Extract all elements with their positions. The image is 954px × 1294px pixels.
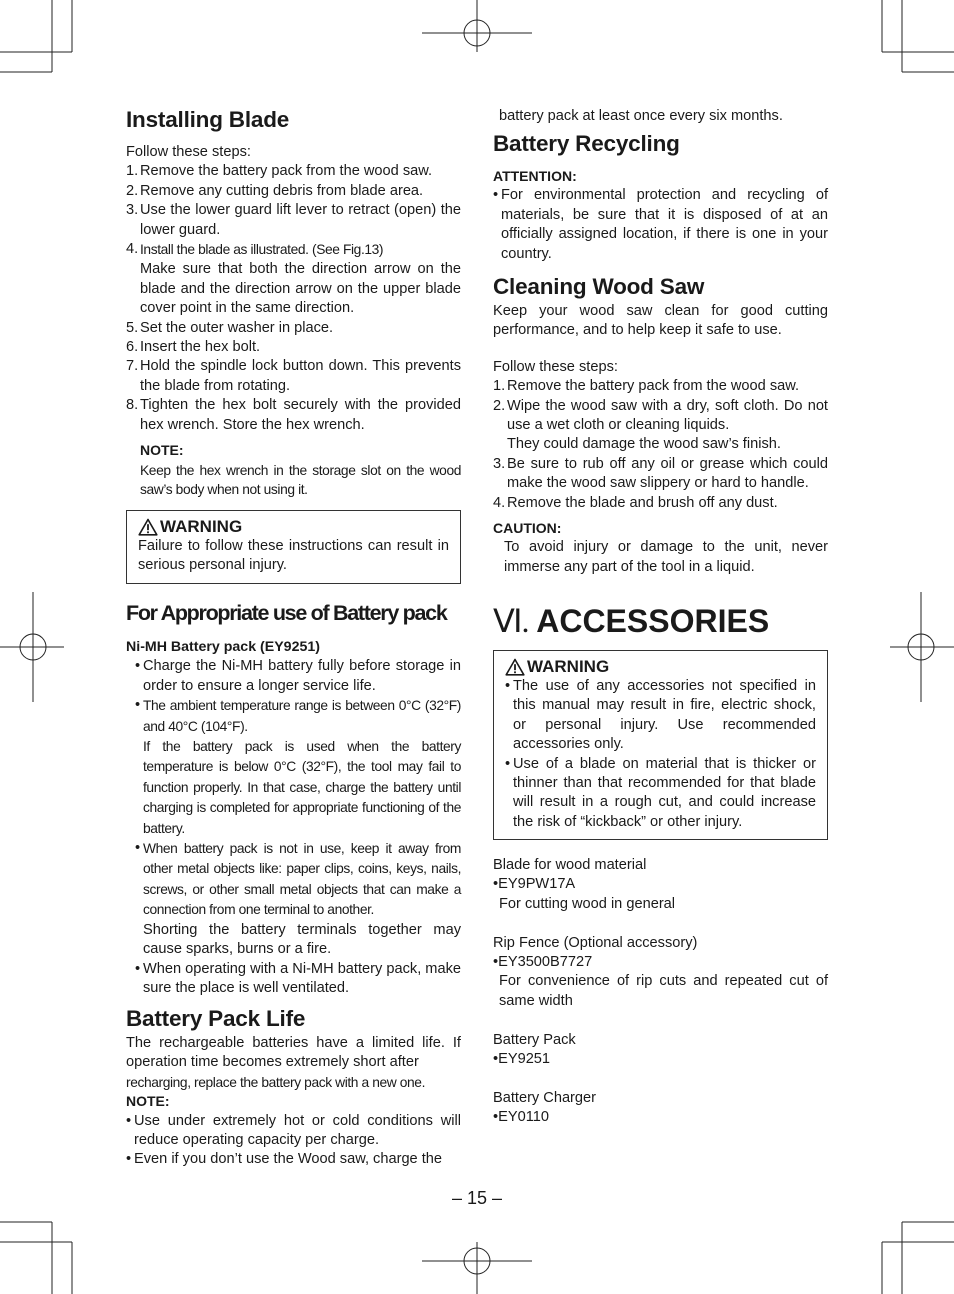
list-item: 2. Wipe the wood saw with a dry, soft cloth. Do not use a wet cloth or cleaning liquids. They could damage the wood saw’s finish. [493, 397, 828, 453]
attention-label: ATTENTION: [493, 168, 577, 184]
cleaning-heading: Cleaning Wood Saw [493, 274, 705, 299]
battery-life-bullets [126, 1112, 461, 1170]
page-number: – 15 – [451, 1188, 503, 1208]
list-item: 1. Remove the battery pack from the wood saw. [126, 163, 433, 180]
installing-blade-heading: Installing Blade [126, 107, 290, 132]
accessories-section [493, 603, 828, 639]
warning-text: Failure to follow these instructions can result in serious personal injury. [138, 538, 449, 574]
battery-recycling-section [493, 131, 828, 264]
list-item: • For environmental protection and recycling of materials, be sure that it is disposed of at an officially assigned location, if there is one in your country. [493, 187, 828, 262]
list-item: 3. Use the lower guard lift lever to retract (open) the lower guard. [126, 202, 461, 238]
battery-use-heading: For Appropriate use of Battery pack [126, 601, 447, 625]
installing-blade-section [126, 107, 461, 499]
list-item: 8. Tighten the hex bolt securely with the provided hex wrench. Store the hex wrench. [126, 397, 461, 433]
list-item: 5. Set the outer washer in place. [126, 319, 334, 336]
list-item: 4. Install the blade as illustrated. (See Fig.13) Make sure that both the direction arrow on the blade and the direction arrow on the upper blade cover point in the same direction. [126, 241, 461, 317]
list-item: 7. Hold the spindle lock button down. This prevents the blade from rotating. [126, 358, 461, 394]
battery-life-note-label: NOTE: [126, 1093, 170, 1110]
cleaning-steps [493, 377, 828, 513]
accessories-warning-box [493, 650, 828, 840]
battery-life-continued: battery pack at least once every six months. [499, 108, 783, 124]
installing-blade-note: NOTE: Keep the hex wrench in the storage slot on the wood saw’s body when not using it. [140, 442, 461, 497]
list-item: • Use under extremely hot or cold conditions will reduce operating capacity per charge. [126, 1112, 461, 1149]
warning-title: WARNING [138, 517, 449, 537]
list-item: • When operating with a Ni-MH battery pack, make sure the place is well ventilated. [135, 960, 461, 996]
accessories-list [493, 856, 828, 1128]
accessories-warning-bullets [505, 677, 816, 832]
battery-life-text-1: The rechargeable batteries have a limited life. If operation time becomes extremely short after [126, 1035, 461, 1071]
list-item: 2. Remove any cutting debris from blade area. [126, 182, 424, 199]
battery-use-section [126, 600, 461, 998]
accessory-item: Battery Charger •EY0110 [493, 1089, 597, 1126]
battery-recycling-heading: Battery Recycling [493, 131, 680, 156]
cleaning-section [493, 274, 828, 577]
accessory-item: Blade for wood material •EY9PW17A For cutting wood in general [493, 857, 676, 912]
accessory-item: Rip Fence (Optional accessory) •EY3500B7727 For convenience of rip cuts and repeated cut of same width [493, 934, 828, 1009]
list-item: • When battery pack is not in use, keep it away from other metal objects like: paper clips, coins, keys, nails, screws, or other small metal objects that can make a connection from one terminal to another. Shorting the battery terminals together may cause sparks, burns or a fire. [135, 840, 461, 958]
cleaning-steps-intro: Follow these steps: [493, 358, 618, 375]
cleaning-intro: Keep your wood saw clean for good cutting performance, and to help keep it safe to use. [493, 303, 828, 339]
installing-blade-intro: Follow these steps: [126, 144, 251, 160]
warning-triangle-icon [138, 518, 158, 536]
list-item: 6. Insert the hex bolt. [126, 339, 261, 356]
accessory-item: Battery Pack •EY9251 [493, 1031, 576, 1068]
caution-label: CAUTION: [493, 520, 562, 537]
accessories-heading: Ⅵ. ACCESSORIES [493, 603, 770, 639]
warning-box [126, 510, 461, 584]
list-item: 3. Be sure to rub off any oil or grease which could make the wood saw slippery or hard to handle. [493, 455, 828, 492]
list-item: • The ambient temperature range is between 0°C (32°F) and 40°C (104°F). If the battery pack is used when the battery temperature is below 0°C (32°F), the tool may fail to function properly. In that case, charge the battery until charging is completed for appropriate functioning of the battery. [135, 697, 461, 836]
list-item: • Even if you don’t use the Wood saw, charge the [126, 1151, 443, 1168]
warning-triangle-icon [505, 658, 525, 676]
recycling-bullets [493, 186, 828, 264]
list-item: • The use of any accessories not specified in this manual may result in fire, electric shock, or personal injury. Use recommended accessories only. [505, 678, 816, 753]
list-item: • Charge the Ni-MH battery fully before storage in order to ensure a longer service life. [135, 658, 461, 694]
installing-blade-steps [126, 162, 461, 435]
battery-life-section [126, 1006, 461, 1170]
accessories-warning-title: WARNING [505, 657, 816, 677]
battery-model-subtitle: Ni-MH Battery pack (EY9251) [126, 639, 320, 655]
battery-use-bullets [126, 657, 461, 998]
battery-life-heading: Battery Pack Life [126, 1006, 306, 1031]
caution-text: To avoid injury or damage to the unit, never immerse any part of the tool in a liquid. [504, 539, 828, 575]
list-item: 4. Remove the blade and brush off any dust. [493, 494, 778, 511]
battery-life-text-2: recharging, replace the battery pack with a new one. [126, 1074, 426, 1090]
list-item: • Use of a blade on material that is thicker or thinner than that recommended for that blade will result in a rough cut, and could increase the risk of “kickback” or other injury. [505, 755, 816, 830]
list-item: 1. Remove the battery pack from the wood saw. [493, 378, 800, 395]
